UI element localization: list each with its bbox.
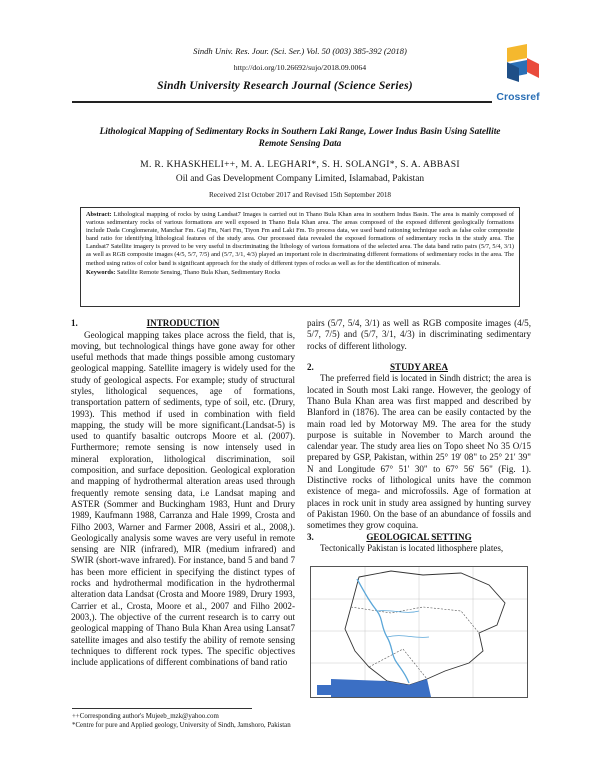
section-number: 3. xyxy=(307,531,314,542)
introduction-text: Geological mapping takes place across the field, that is, moving, but technological things have gone away for other useful methods that made things possible among customary geological mapping. Satellite imagery is widely used for the study of geological aspects. For example; study of structural styles, lithological sequences, age of formations, transportation pattern of sediments, type of soil, etc. (Drury, 1993). This method if used in combination with field mapping, the study will be more significant.(Landsat-5) is used to quantify basaltic outcrops Moore et al. (2007). Furthermore; remote sensing is now intensely used in mineral exploration, lithological discrimination, soil composition, and surface deposition. Geological exploration and mapping of hydrothermal alteration areas used through frequently remote sensing data, i.e Landsat maping and ASTER (Sommer and Buckingham 1983, Hunt and Drury 1989, Kaufmann 1988, Carranza and Hale 1999, Crosta and Filho 2003, Warner and Farmer 2008, Assiri et al., 2008,). Geologically analysis some waves are very useful in remote sensing are NIR (infrared), MIR (medium infrared) and SWIR (short-wave infrared). For instance, band 5 and band 7 has been more efficient in specifying the distinct types of rocks and hydrothermal modification in the hydrothermal alteration data Landsat (Crosta and Moore 1989, Drury 1993, Carrier et al., Crosta, Moore et al., 2007 and Filho 2002-2003,). The objective of the current research is to carry out geological mapping of Thano Bula Khan Area using Lansat7 satellite images and also testify the ability of remote sensing techniques to different rock types. The specific objectives include applications of different combinations of band ratio xyxy=(71,329,295,668)
figure-map xyxy=(310,566,528,698)
introduction-continued: pairs (5/7, 5/4, 3/1) as well as RGB composite images (4/5, 5/7, 7/5) and (5/7, 3/1, 4/3) in discriminating sedimentary rocks of different lithology. xyxy=(307,318,531,351)
keywords-label: Keywords: xyxy=(86,268,116,276)
footnotes xyxy=(72,712,532,730)
abstract-box xyxy=(80,207,520,307)
right-column xyxy=(307,318,531,554)
keywords-text: Satellite Remote Sensing, Thano Bula Khan, Sedimentary Rocks xyxy=(116,268,281,276)
section-title: INTRODUCTION xyxy=(146,318,220,328)
paper-title-line2: Remote Sensing Data xyxy=(258,139,342,149)
section-title: STUDY AREA xyxy=(389,361,449,372)
journal-citation: Sindh Univ. Res. Jour. (Sci. Ser.) Vol. 50 (003) 385-392 (2018) xyxy=(193,46,407,56)
paper-title xyxy=(60,126,540,150)
received-date: Received 21st October 2017 and Revised 15th September 2018 xyxy=(208,191,392,199)
pakistan-map-graphic xyxy=(311,567,527,697)
left-column xyxy=(71,318,295,668)
section-number: 1. xyxy=(71,318,78,328)
crossref-mark-icon xyxy=(485,44,551,88)
journal-name: Sindh University Research Journal (Science Series) xyxy=(157,80,413,92)
abstract-body xyxy=(86,211,514,268)
study-area-text: The preferred field is located in Sindh district; the area is located in South most Laki range. However, the geology of Thano Bula Khan area was first mapped and described by Blanford in (1876). The area can be easily contacted by the main road led by Motorway M9. The area for the study purpose is suitable in November to March around the calendar year. The study area lies on Topo sheet No 35 O/15 prepared by GSP, Pakistan, within 25° 19' 08" to 25° 21' 39" N and Longitude 67° 51' 30" to 67° 56' 56" (Fig. 1). Distinctive rocks of lithological units have the common existence of mega- and microfossils. Age of formation at places in rock unit in study area assigned by hunting survey of Pakistan 1960. On the base of an abundance of fossils and sometimes they grow coquina. xyxy=(307,373,531,531)
crossref-label: Crossref xyxy=(496,91,540,103)
section-title: GEOLOGICAL SETTING xyxy=(366,531,472,542)
section-heading-introduction xyxy=(71,318,295,330)
doi-link[interactable]: http://doi.org/10.26692/sujo/2018.09.0064 xyxy=(233,63,367,72)
footnote-corresponding: ++Corresponding author's Mujeeb_mzk@yahoo.com xyxy=(72,713,219,720)
authors: M. R. KHASKHELI++, M. A. LEGHARI*, S. H. SOLANGI*, S. A. ABBASI xyxy=(140,159,460,170)
abstract-text: Lithological mapping of rocks by using Landsat7 Images is carried out in Thano Bula Khan area in southern Indus Basin. The area is mainly composed of various sedimentary rocks of various formations are well exposed in Thano Bula Khan area. The areas composed of the exposed different geologically formations include Dada Conglomerate, Manchar Fm. Gaj Fm, Nari Fm, Tiyon Fm and Laki Fm. To process data, we used band rationing technique such as false color composite band ratio for identifying lithological features of the study area. Our processed data revealed the exposed formations of sedimentary rocks in the study area. The Landsat7 Satellite imagery is proved to be very useful in discriminating the lithology of various formations of the selected area. The data band ratio pairs (5/7, 5/4, 3/1) as well as RGB composite images (4/5, 5/7, 7/5) and (5/7, 3/1, 4/3) played an important role in discriminating different formations of sedimentary rocks in the area. The method using ratios of color band is significant approach for the study of different types of rocks as well as for the identification of minerals. xyxy=(86,211,515,267)
crossref-logo[interactable] xyxy=(485,44,551,104)
section-heading-geological-setting xyxy=(307,532,531,544)
footnote-rule xyxy=(72,708,252,709)
header-rule xyxy=(72,101,492,103)
paper-title-line1: Lithological Mapping of Sedimentary Rocks in Southern Laki Range, Lower Indus Basin Using Satellite xyxy=(99,127,501,137)
section-heading-study-area xyxy=(307,362,531,374)
abstract-label: Abstract: xyxy=(86,211,112,218)
footnote-affiliation: *Centre for pure and Applied geology, University of Sindh, Jamshoro, Pakistan xyxy=(72,722,291,729)
geological-setting-text: Tectonically Pakistan is located lithosphere plates, xyxy=(320,543,504,554)
keywords-line xyxy=(86,269,514,277)
affiliation: Oil and Gas Development Company Limited, Islamabad, Pakistan xyxy=(175,174,425,184)
section-number: 2. xyxy=(307,361,314,372)
